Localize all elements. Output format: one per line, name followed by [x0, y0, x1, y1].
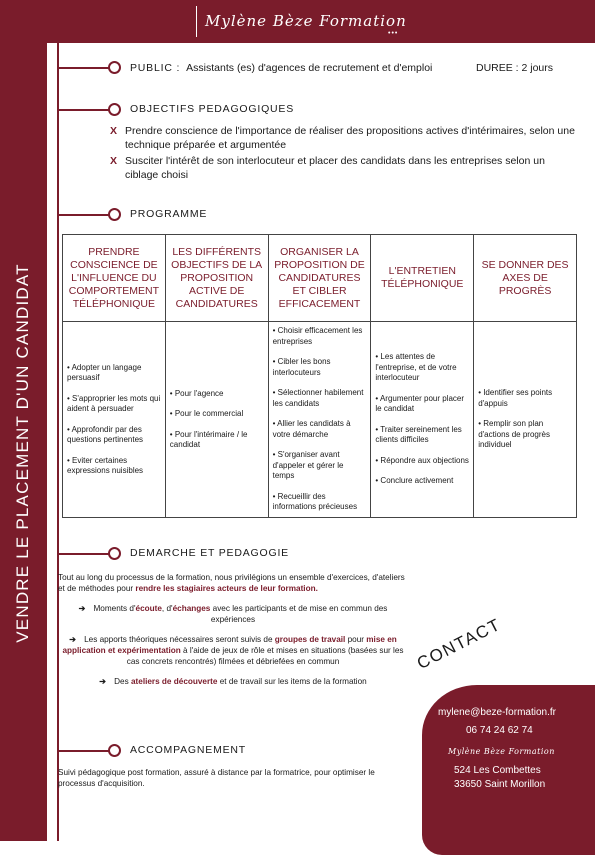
column-header: LES DIFFÉRENTS OBJECTIFS DE LA PROPOSITION ACTIVE DE CANDIDATURES [165, 235, 268, 322]
highlight-text: écoute [135, 604, 162, 613]
contact-address-line2: 33650 Saint Morillon [454, 779, 546, 790]
highlight-text: mise en application et expérimentation [62, 635, 397, 655]
list-item: • Pour l'intérimaire / le candidat [169, 429, 248, 449]
column-header: SE DONNER DES AXES DE PROGRÈS [474, 235, 577, 322]
public-value: Assistants (es) d'agences de recrutement et d'emploi [186, 62, 433, 74]
public-label: PUBLIC : [130, 62, 181, 74]
arrow-right-icon: ➔ [99, 677, 107, 686]
section-title-accompagnement: ACCOMPAGNEMENT [130, 744, 247, 756]
programme-table [62, 234, 577, 518]
table-cell [371, 322, 474, 518]
list-item: • Cibler les bons interlocuteurs [272, 357, 331, 377]
highlight-text: échanges [172, 604, 211, 613]
section-title-demarche: DEMARCHE ET PEDAGOGIE [130, 547, 289, 559]
objective-text: Susciter l'intérêt de son interlocuteur et placer des candidats dans les entreprises selon un ciblage choisi [125, 155, 545, 181]
list-item: • Remplir son plan d'actions de progrès individuel [478, 419, 550, 450]
table-cell [63, 322, 166, 518]
text-span: , d' [161, 604, 173, 613]
text-span: pour [345, 635, 367, 644]
table-cell [474, 322, 577, 518]
contact-title: CONTACT [413, 614, 504, 674]
text-span: et de travail sur les items de la formation [217, 677, 367, 686]
list-item: • Traiter sereinement les clients difficiles [375, 424, 462, 445]
text-span: Moments d' [93, 604, 136, 613]
brand-logo: Mylène Bèze Formation [196, 6, 407, 37]
highlight-text: ateliers de découverte [130, 677, 218, 686]
demarche-intro [58, 572, 408, 594]
text-span: Les apports théoriques nécessaires seront suivis de [84, 635, 275, 644]
contact-address-line1: 524 Les Combettes [454, 765, 541, 776]
connector-accompagnement [57, 750, 112, 752]
document-title: VENDRE LE PLACEMENT D'UN CANDIDAT [13, 263, 32, 643]
list-item: • Adopter un langage persuasif [67, 362, 142, 382]
table-header-row [63, 235, 577, 322]
list-item: • Approfondir par des questions pertinentes [67, 424, 144, 444]
node-programme [108, 208, 121, 221]
objective-item [110, 124, 580, 152]
table-cell [268, 322, 371, 518]
public-line [130, 62, 432, 74]
highlight-text: rendre les stagiaires acteurs de leur formation. [135, 584, 318, 593]
contact-brand-logo: Mylène Bèze Formation [448, 747, 555, 756]
list-item: • Pour l'agence [169, 388, 224, 398]
table-cell [165, 322, 268, 518]
node-accompagnement [108, 744, 121, 757]
node-public [108, 61, 121, 74]
highlight-text: groupes de travail [274, 635, 346, 644]
text-span: Des [114, 677, 131, 686]
list-item: • S'approprier les mots qui aident à persuader [67, 393, 161, 413]
text-span: Tout au long du processus de la formation, nous privilégions un ensemble d'exercices, d'ateliers et de méthodes pour [58, 573, 405, 593]
connector-public [57, 67, 112, 69]
list-item: • Eviter certaines expressions nuisibles [67, 455, 144, 475]
list-item: • S'organiser avant d'appeler et gérer le temps [272, 450, 344, 481]
text-span: à l'aide de jeux de rôle et mises en situations (basées sur les cas concrets rencontrés) filmées et débriefées en commun [126, 646, 404, 666]
objectives-list [110, 124, 580, 184]
demarche-point [58, 676, 408, 687]
brand-dots: ••• [388, 30, 399, 37]
list-item: • Identifier ses points d'appuis [478, 388, 553, 408]
column-header: L'ENTRETIEN TÉLÉPHONIQUE [371, 235, 474, 322]
accompagnement-text: Suivi pédagogique post formation, assuré à distance par la formatrice, pour optimiser le processus d'acquisition. [58, 768, 375, 788]
column-header: ORGANISER LA PROPOSITION DE CANDIDATURES ET CIBLER EFFICACEMENT [268, 235, 371, 322]
arrow-right-icon: ➔ [78, 604, 86, 613]
list-item: • Allier les candidats à votre démarche [272, 419, 351, 439]
list-item: • Recueillir des informations précieuses [272, 491, 358, 512]
connector-objectifs [57, 109, 112, 111]
list-item: • Choisir efficacement les entreprises [272, 326, 363, 346]
list-item: • Les attentes de l'entreprise, et de votre interlocuteur [375, 352, 457, 383]
x-marker-icon: X [110, 125, 118, 137]
node-demarche [108, 547, 121, 560]
demarche-text [58, 572, 408, 696]
column-header: PRENDRE CONSCIENCE DE L'INFLUENCE DU COMPORTEMENT TÉLÉPHONIQUE [63, 235, 166, 322]
connector-programme [57, 214, 112, 216]
node-objectifs [108, 103, 121, 116]
table-row [63, 322, 577, 518]
list-item: • Sélectionner habilement les candidats [272, 388, 364, 408]
x-marker-icon: X [110, 155, 118, 167]
arrow-right-icon: ➔ [69, 635, 77, 644]
sidebar [0, 43, 47, 841]
list-item: • Argumenter pour placer le candidat [375, 393, 465, 414]
timeline-line [57, 43, 59, 841]
duration: DUREE : 2 jours [476, 62, 554, 74]
list-item: • Répondre aux objections [375, 455, 469, 465]
section-title-programme: PROGRAMME [130, 208, 208, 220]
demarche-point [58, 634, 408, 667]
contact-phone[interactable]: 06 74 24 62 74 [466, 725, 533, 736]
objective-item [110, 154, 580, 182]
demarche-point [58, 603, 408, 625]
contact-email[interactable]: mylene@beze-formation.fr [438, 707, 556, 718]
connector-demarche [57, 553, 112, 555]
text-span: avec les participants et de mise en commun des expériences [210, 604, 388, 624]
objective-text: Prendre conscience de l'importance de réaliser des propositions actives d'intérimaires, selon une technique préparée et argumentée [125, 125, 575, 151]
list-item: • Conclure activement [375, 476, 454, 486]
section-title-objectifs: OBJECTIFS PEDAGOGIQUES [130, 103, 295, 115]
list-item: • Pour le commercial [169, 409, 244, 418]
